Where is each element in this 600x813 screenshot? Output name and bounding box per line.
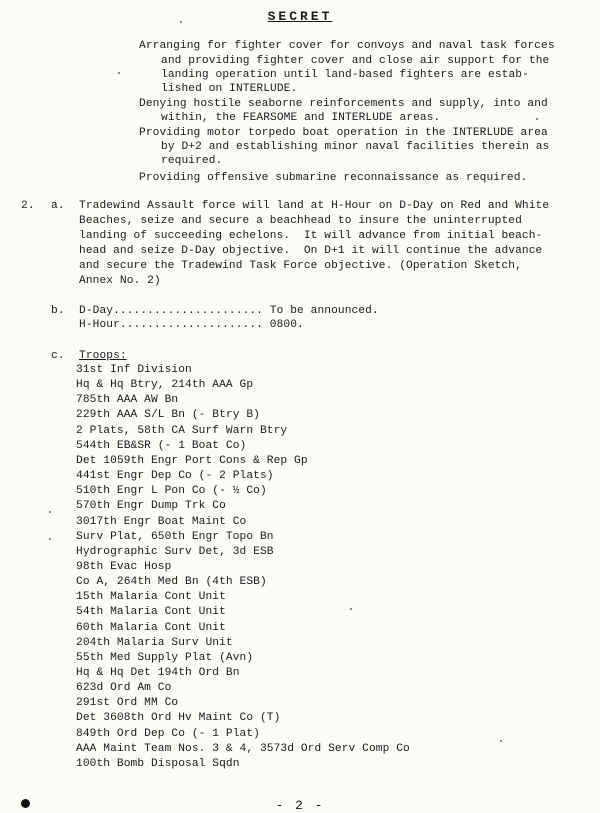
paragraph-a-line: head and seize D-Day objective. On D+1 it will continue the advance <box>79 245 543 257</box>
intro-line: Providing offensive submarine reconnaissance as required. <box>139 172 528 184</box>
troop-unit-item: 31st Inf Division <box>76 364 192 376</box>
troop-unit-item: 98th Evac Hosp <box>76 561 172 573</box>
troop-unit-item: 785th AAA AW Bn <box>76 394 179 406</box>
troop-unit-item: 55th Med Supply Plat (Avn) <box>76 652 254 664</box>
schedule-line: D-Day...................... To be announced. <box>79 305 379 317</box>
scan-speck <box>536 118 538 120</box>
troop-unit-item: 3017th Engr Boat Maint Co <box>76 516 247 528</box>
paragraph-a-line: Beaches, seize and secure a beachhead to insure the uninterrupted <box>79 215 522 227</box>
intro-line: landing operation until land-based fighters are estab- <box>161 69 529 81</box>
troop-unit-item: 229th AAA S/L Bn (- Btry B) <box>76 409 260 421</box>
troop-unit-item: 849th Ord Dep Co (- 1 Plat) <box>76 728 260 740</box>
troop-unit-item: 2 Plats, 58th CA Surf Warn Btry <box>76 425 288 437</box>
intro-line: within, the FEARSOME and INTERLUDE areas. <box>161 112 441 124</box>
troop-unit-item: 204th Malaria Surv Unit <box>76 637 233 649</box>
scan-speck <box>49 538 51 540</box>
paragraph-a-line: and secure the Tradewind Task Force objective. (Operation Sketch, <box>79 260 522 272</box>
troop-unit-item: 100th Bomb Disposal Sqdn <box>76 758 240 770</box>
intro-line: and providing fighter cover and close air support for the <box>161 55 550 67</box>
punch-hole-mark <box>21 799 30 808</box>
intro-line: lished on INTERLUDE. <box>161 83 298 95</box>
troop-unit-item: AAA Maint Team Nos. 3 & 4, 3573d Ord Serv Comp Co <box>76 743 410 755</box>
troop-unit-item: 441st Engr Dep Co (- 2 Plats) <box>76 470 274 482</box>
troop-unit-item: Hq & Hq Det 194th Ord Bn <box>76 667 240 679</box>
intro-line: Arranging for fighter cover for convoys and naval task forces <box>139 40 555 52</box>
paragraph-a-line: Annex No. 2) <box>79 275 161 287</box>
intro-line: by D+2 and establishing minor naval facilities therein as <box>161 141 550 153</box>
paragraph-number: 2. <box>21 200 35 212</box>
troop-unit-item: 54th Malaria Cont Unit <box>76 606 226 618</box>
scan-speck <box>118 72 120 74</box>
troop-unit-item: 291st Ord MM Co <box>76 697 179 709</box>
subparagraph-c-label: c. <box>51 350 65 362</box>
troop-unit-item: Det 3608th Ord Hv Maint Co (T) <box>76 712 281 724</box>
troop-unit-item: Hq & Hq Btry, 214th AAA Gp <box>76 379 254 391</box>
page-number: - 2 - <box>275 798 325 813</box>
troop-unit-item: 510th Engr L Pon Co (- ½ Co) <box>76 485 267 497</box>
security-classification-header: SECRET <box>267 9 333 24</box>
schedule-line: H-Hour..................... 0800. <box>79 319 304 331</box>
troop-unit-item: Hydrographic Surv Det, 3d ESB <box>76 546 274 558</box>
intro-line: Providing motor torpedo boat operation in the INTERLUDE area <box>139 127 548 139</box>
troops-heading: Troops: <box>79 350 127 362</box>
troop-unit-item: Det 1059th Engr Port Cons & Rep Gp <box>76 455 308 467</box>
intro-line: required. <box>161 155 223 167</box>
troop-unit-item: 15th Malaria Cont Unit <box>76 591 226 603</box>
troop-unit-item: Co A, 264th Med Bn (4th ESB) <box>76 576 267 588</box>
paragraph-a-line: Tradewind Assault force will land at H-Hour on D-Day on Red and White <box>79 200 550 212</box>
troop-unit-item: 544th EB&SR (- 1 Boat Co) <box>76 440 247 452</box>
scan-speck <box>500 740 502 742</box>
troop-unit-item: 60th Malaria Cont Unit <box>76 622 226 634</box>
scan-speck <box>49 511 51 513</box>
subparagraph-a-label: a. <box>51 200 65 212</box>
paragraph-a-line: landing of succeeding echelons. It will advance from initial beach- <box>79 230 543 242</box>
intro-line: Denying hostile seaborne reinforcements and supply, into and <box>139 98 548 110</box>
subparagraph-b-label: b. <box>51 305 65 317</box>
troop-unit-item: 570th Engr Dump Trk Co <box>76 500 226 512</box>
scan-speck <box>180 21 182 23</box>
troop-unit-item: Surv Plat, 650th Engr Topo Bn <box>76 531 274 543</box>
troop-unit-item: 623d Ord Am Co <box>76 682 172 694</box>
scan-speck <box>350 608 352 610</box>
